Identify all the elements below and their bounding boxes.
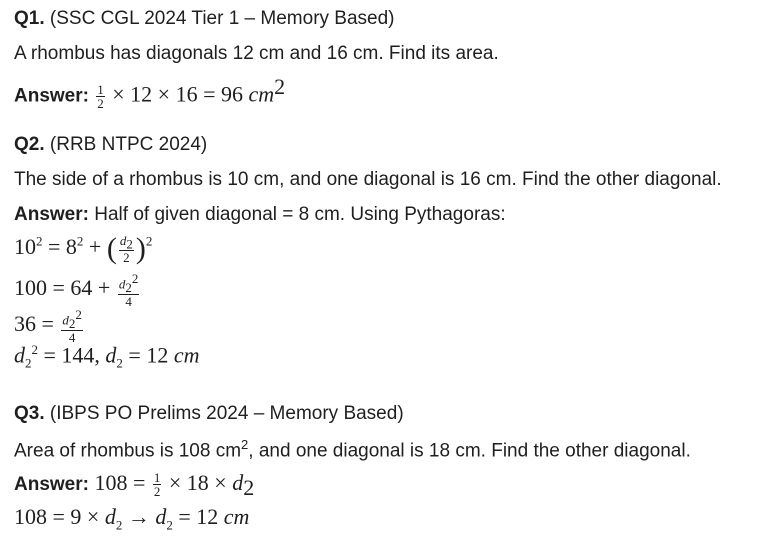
q1-unit-exponent: 2 [274, 74, 286, 99]
q3-heading [14, 403, 404, 425]
q3-label: Q3. [14, 403, 45, 424]
q2-question: The side of a rhombus is 10 cm, and one diagonal is 16 cm. Find the other diagonal. [14, 169, 722, 190]
q1-heading [14, 8, 395, 30]
q2-answer-label: Answer: [14, 204, 89, 225]
q2-equation-4: $d_2^2 = 144$, $d_2 = 12$ cm [14, 342, 200, 371]
q1-question: A rhombus has diagonals 12 cm and 16 cm. Find its area. [14, 43, 499, 64]
q2-equation-3: 36 = $\frac{d_2^2}{4}$ [14, 307, 82, 345]
q3-source: (IBPS PO Prelims 2024 – Memory Based) [44, 403, 404, 424]
q2-label: Q2. [14, 134, 45, 155]
q2-heading [14, 134, 207, 156]
q1-source: (SSC CGL 2024 Tier 1 – Memory Based) [44, 8, 395, 29]
q1-answer-label: Answer: [14, 85, 89, 107]
q2-equation-1: $10^2 = 8^2$ + ( $\frac{d_2}{2}$ )$^2$ [14, 232, 153, 266]
q3-answer: Answer: 108 = $\frac{1}{2}$ × $18 \times d_2$ [14, 470, 255, 500]
q1-fraction: $\frac{1}{2}$ [97, 81, 104, 111]
q2-equation-2: 100 = 64 + $\frac{d_2^2}{4}$ [14, 271, 139, 309]
q2-source: (RRB NTPC 2024) [44, 134, 208, 155]
q1-expression: × 12 × 16 = 96 [106, 81, 249, 107]
q3-question: Area of rhombus is 108 $cm^2$, and one diagonal is 18 cm. Find the other diagonal. [14, 437, 691, 462]
q1-answer [14, 74, 285, 110]
q2-answer-text: Half of given diagonal = 8 cm. Using Pythagoras: [88, 204, 506, 225]
q1-unit: cm [248, 81, 275, 107]
q3-answer-label: Answer: [14, 474, 89, 495]
q1-label: Q1. [14, 8, 45, 29]
q3-answer-line-2: $108 = 9 \times d_2 \to d_2 = 12$ cm [14, 504, 250, 533]
q2-answer [14, 204, 506, 226]
